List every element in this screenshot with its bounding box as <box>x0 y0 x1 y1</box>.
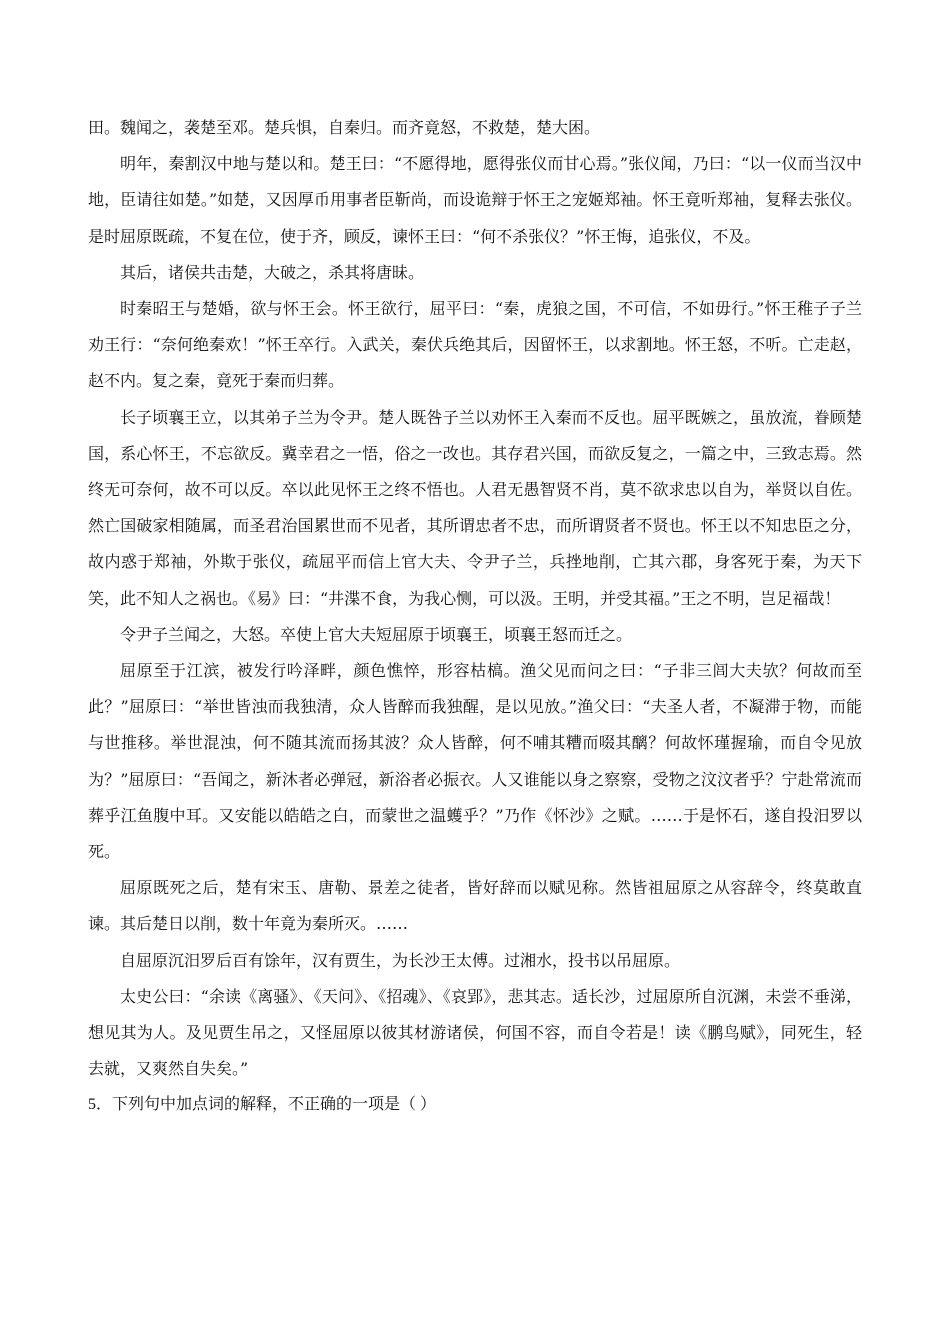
paragraph-3: 其后，诸侯共击楚，大破之，杀其将唐昧。 <box>120 262 425 282</box>
paragraph-1: 田。魏闻之，袭楚至邓。楚兵惧，自秦归。而齐竟怒，不救楚，楚大困。 <box>88 118 601 137</box>
paragraph-8: 屈原既死之后，楚有宋玉、唐勒、景差之徒者，皆好辞而以赋见称。然皆祖屈原之从容辞令，终莫敢直谏。其后楚日以削，数十年竟为秦所灭。…… <box>88 878 862 934</box>
paragraph-4: 时秦昭王与楚婚，欲与怀王会。怀王欲行，屈平曰：“秦，虎狼之国，不可信，不如毋行。”怀王稚子子兰劝王行：“奈何绝秦欢！”怀王卒行。入武关，秦伏兵绝其后，因留怀王，以求割地。怀王怒，不听。亡走赵，赵不内。复之秦，竟死于秦而归葬。 <box>88 299 862 391</box>
paragraph-10: 太史公曰：“余读《离骚》、《天问》、《招魂》、《哀郢》，悲其志。适长沙，过屈原所自沉渊，未尝不垂涕，想见其为人。及见贾生吊之，又怪屈原以彼其材游诸侯，何国不容，而自令若是！读《鹏鸟赋》，同死生，轻去就，又爽然自失矣。” <box>88 986 862 1079</box>
document-body <box>88 110 862 1124</box>
paragraph-7: 屈原至于江滨，被发行吟泽畔，颜色憔悴，形容枯槁。渔父见而问之曰：“子非三闾大夫欤？何故而至此？”屈原曰：“举世皆浊而我独清，众人皆醉而我独醒，是以见放。”渔父曰：“夫圣人者，不凝滞于物，而能与世推移。举世混浊，何不随其流而扬其波？众人皆醉，何不哺其糟而啜其醨？何故怀瑾握瑜，而自令见放为？”屈原曰：“吾闻之，新沐者必弹冠，新浴者必振衣。人又谁能以身之察察，受物之汶汶者乎？宁赴常流而葬乎江鱼腹中耳。又安能以皓皓之白，而蒙世之温蠖乎？”乃作《怀沙》之赋。……于是怀石，遂自投汨罗以死。 <box>88 661 862 862</box>
paragraph-5: 长子顷襄王立，以其弟子兰为令尹。楚人既咎子兰以劝怀王入秦而不反也。屈平既嫉之，虽放流，眷顾楚国，系心怀王，不忘欲反。冀幸君之一悟，俗之一改也。其存君兴国，而欲反复之，一篇之中，三致志焉。然终无可奈何，故不可以反。卒以此见怀王之终不悟也。人君无愚智贤不肖，莫不欲求忠以自为，举贤以自佐。然亡国破家相随属，而圣君治国累世而不见者，其所谓忠者不忠，而所谓贤者不贤也。怀王以不知忠臣之分，故内惑于郑袖，外欺于张仪，疏屈平而信上官大夫、令尹子兰，兵挫地削，亡其六郡，身客死于秦，为天下笑，此不知人之祸也。《易》曰：“井渫不食，为我心恻，可以汲。王明，并受其福。”王之不明，岂足福哉！ <box>88 407 862 608</box>
paragraph-6: 令尹子兰闻之，大怒。卒使上官大夫短屈原于顷襄王，顷襄王怒而迁之。 <box>120 624 633 644</box>
paragraph-9: 自屈原沉汨罗后百有馀年，汉有贾生，为长沙王太傅。过湘水，投书以吊屈原。 <box>120 950 681 970</box>
paragraph-2: 明年，秦割汉中地与楚以和。楚王曰：“不愿得地，愿得张仪而甘心焉。”张仪闻，乃曰：“以一仪而当汉中地，臣请往如楚。”如楚，又因厚币用事者臣靳尚，而设诡辩于怀王之宠姬郑袖。怀王竟听郑袖，复释去张仪。是时屈原既疏，不复在位，使于齐，顾反，谏怀王曰：“何不杀张仪？”怀王悔，追张仪，不及。 <box>88 154 862 246</box>
question-5: 5．下列句中加点词的解释，不正确的一项是（ ） <box>88 1096 437 1114</box>
